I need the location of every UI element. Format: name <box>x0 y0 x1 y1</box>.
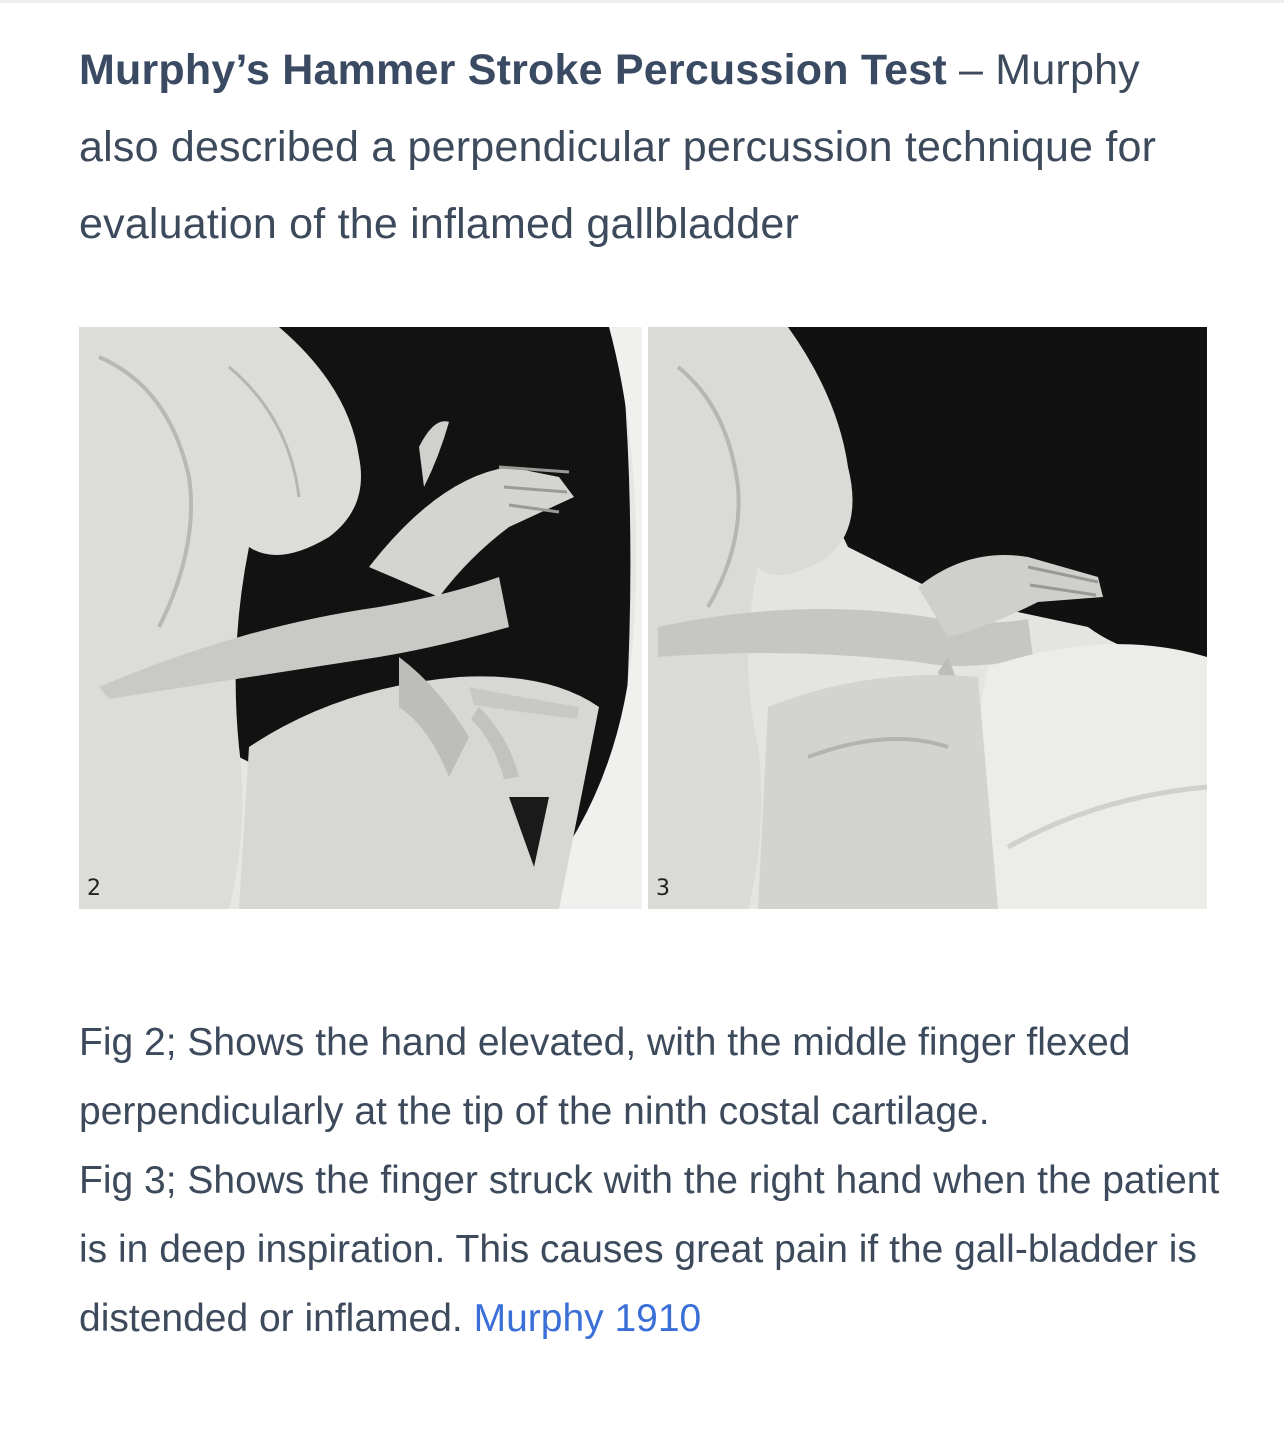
figure-captions <box>79 1008 1229 1353</box>
test-name-heading: Murphy’s Hammer Stroke Percussion Test <box>79 46 947 94</box>
figure-images <box>79 327 1207 909</box>
intro-separator: – <box>946 46 996 94</box>
figure-2-illustration <box>79 327 642 909</box>
intro-text: Murphy also described a perpendicular percussion technique for evaluation of the inflamed gallbladder <box>79 46 1157 248</box>
reference-link[interactable]: Murphy 1910 <box>473 1297 702 1340</box>
caption-fig-3-text: Fig 3; Shows the finger struck with the right hand when the patient is in deep inspiration. This causes great pain if the gall-bladder is distended or inflamed. <box>79 1159 1220 1340</box>
figure-3-illustration <box>648 327 1207 909</box>
figure-2-photo <box>79 327 642 909</box>
caption-fig-2: Fig 2; Shows the hand elevated, with the middle finger flexed perpendicularly at the tip of the ninth costal cartilage. <box>79 1021 1131 1133</box>
figure-3-photo <box>648 327 1207 909</box>
top-edge <box>0 0 1284 3</box>
caption-fig-3 <box>79 1146 1229 1353</box>
figure-3-number: 3 <box>656 876 670 901</box>
figure-2-number: 2 <box>87 876 101 901</box>
intro-paragraph <box>79 32 1229 263</box>
